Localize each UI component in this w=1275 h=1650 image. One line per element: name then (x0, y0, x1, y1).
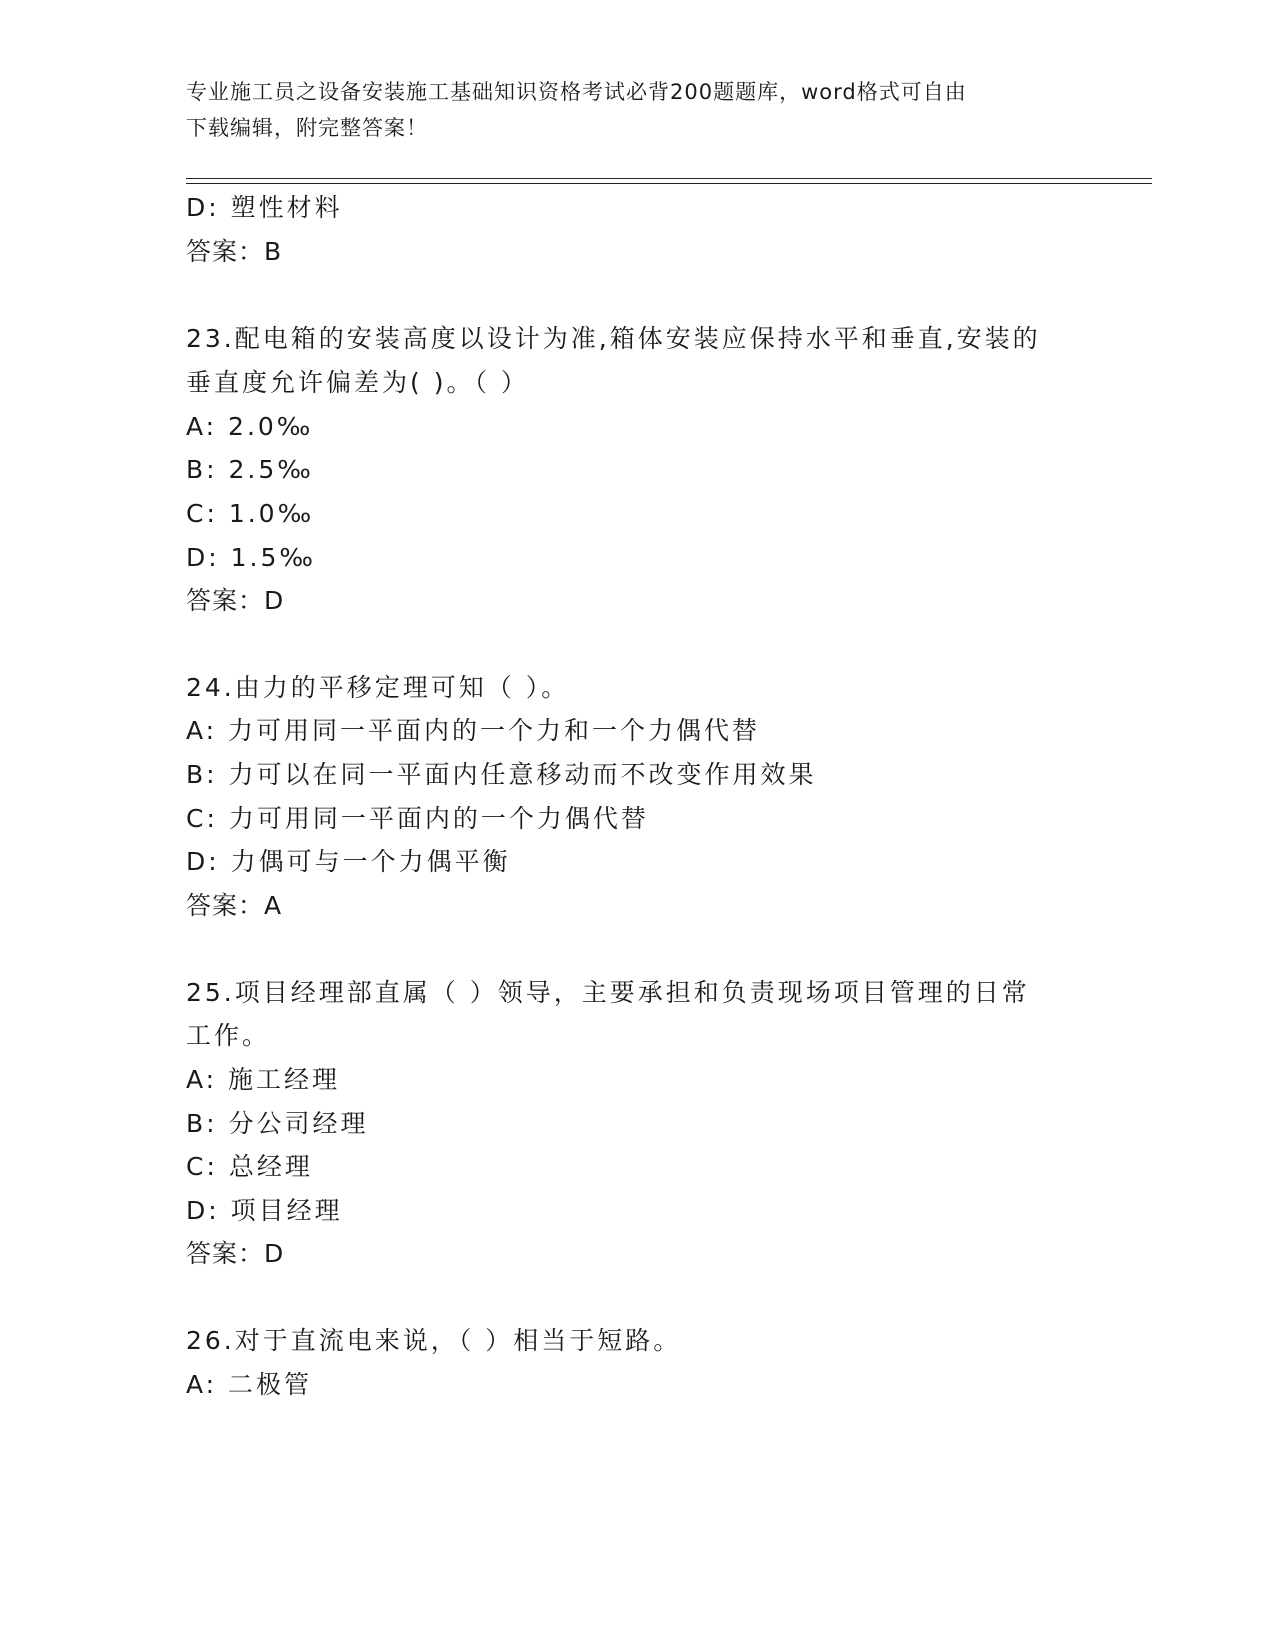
q25-option-c: C: 总经理 (186, 1152, 313, 1181)
q25-stem-line-2: 工作。 (186, 1021, 271, 1050)
q25-answer: 答案：D (186, 1239, 285, 1268)
q23-stem-line-2: 垂直度允许偏差为( )。（ ） (186, 368, 529, 397)
q23-option-b: B: 2.5‰ (186, 455, 314, 484)
header-divider-top (186, 178, 1152, 179)
q24-option-c: C: 力可用同一平面内的一个力偶代替 (186, 804, 649, 833)
q23-option-c: C: 1.0‰ (186, 499, 315, 528)
q25-stem-line-1: 25.项目经理部直属（ ）领导，主要承担和负责现场项目管理的日常 (186, 978, 1030, 1007)
header-line-2: 下载编辑，附完整答案！ (186, 116, 428, 140)
q24-answer: 答案：A (186, 891, 283, 920)
q23-option-d: D: 1.5‰ (186, 543, 316, 572)
q26-stem: 26.对于直流电来说，（ ）相当于短路。 (186, 1326, 682, 1355)
prev-option-d: D: 塑性材料 (186, 193, 343, 222)
q24-stem: 24.由力的平移定理可知（ ）。 (186, 673, 570, 702)
q24-option-b: B: 力可以在同一平面内任意移动而不改变作用效果 (186, 760, 817, 789)
header-divider-bottom (186, 183, 1152, 184)
q26-option-a: A: 二极管 (186, 1370, 313, 1399)
q23-answer: 答案：D (186, 586, 285, 615)
q25-option-a: A: 施工经理 (186, 1065, 341, 1094)
q25-option-b: B: 分公司经理 (186, 1109, 369, 1138)
q25-option-d: D: 项目经理 (186, 1196, 343, 1225)
prev-answer: 答案：B (186, 237, 283, 266)
q24-option-d: D: 力偶可与一个力偶平衡 (186, 847, 511, 876)
q24-option-a: A: 力可用同一平面内的一个力和一个力偶代替 (186, 716, 761, 745)
q23-stem-line-1: 23.配电箱的安装高度以设计为准,箱体安装应保持水平和垂直,安装的 (186, 324, 1041, 353)
document-header (186, 74, 1086, 146)
header-line-1: 专业施工员之设备安装施工基础知识资格考试必背200题题库，word格式可自由 (186, 80, 967, 104)
q23-option-a: A: 2.0‰ (186, 412, 314, 441)
